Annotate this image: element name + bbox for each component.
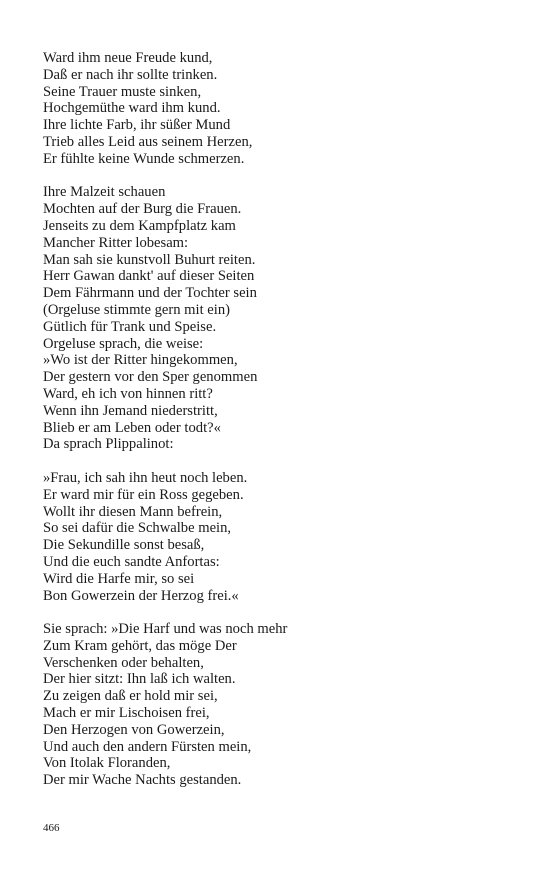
stanza-1 [43,50,523,168]
verse-line: Hochgemüthe ward ihm kund. [43,100,221,117]
verse-line: Er ward mir für ein Ross gegeben. [43,486,244,503]
verse-line: Mancher Ritter lobesam: [43,234,189,251]
verse-line: Dem Fährmann und der Tochter sein [43,285,257,302]
verse-line: Der hier sitzt: Ihn laß ich walten. [43,671,236,688]
verse-line: »Wo ist der Ritter hingekommen, [43,352,238,369]
page-number: 466 [43,822,60,834]
verse-line: Ward, eh ich von hinnen ritt? [43,385,213,402]
verse-line: Blieb er am Leben oder todt?« [43,419,221,436]
poem-page [43,50,523,806]
verse-line: Und auch den andern Fürsten mein, [43,738,252,755]
verse-line: Wollt ihr diesen Mann befrein, [43,503,223,520]
verse-line: Mochten auf der Burg die Frauen. [43,201,242,218]
verse-line: Die Sekundille sonst besaß, [43,537,205,554]
verse-line: Der mir Wache Nachts gestanden. [43,772,242,789]
verse-line: Den Herzogen von Gowerzein, [43,721,225,738]
verse-line: So sei dafür die Schwalbe mein, [43,520,232,537]
verse-line: Mach er mir Lischoisen frei, [43,705,210,722]
verse-line: Von Itolak Floranden, [43,755,171,772]
verse-line: Da sprach Plippalinot: [43,436,174,453]
verse-line: Der gestern vor den Sper genommen [43,369,258,386]
verse-line: Jenseits zu dem Kampfplatz kam [43,217,236,234]
verse-line: Wenn ihn Jemand niederstritt, [43,402,218,419]
verse-line: Man sah sie kunstvoll Buhurt reiten. [43,251,256,268]
verse-line: Ihre lichte Farb, ihr süßer Mund [43,117,231,134]
verse-line: Gütlich für Trank und Speise. [43,318,217,335]
verse-line: Trieb alles Leid aus seinem Herzen, [43,133,253,150]
verse-line: Wird die Harfe mir, so sei [43,570,195,587]
verse-line: Daß er nach ihr sollte trinken. [43,66,218,83]
verse-line: Sie sprach: »Die Harf und was noch mehr [43,621,288,638]
verse-line: Zu zeigen daß er hold mir sei, [43,688,218,705]
verse-line: Herr Gawan dankt' auf dieser Seiten [43,268,255,285]
verse-line: »Frau, ich sah ihn heut noch leben. [43,469,248,486]
verse-line: Verschenken oder behalten, [43,654,204,671]
stanza-2 [43,184,523,453]
verse-line: Bon Gowerzein der Herzog frei.« [43,587,239,604]
verse-line: Ihre Malzeit schauen [43,184,166,201]
verse-line: Seine Trauer muste sinken, [43,83,202,100]
verse-line: (Orgeluse stimmte gern mit ein) [43,301,230,318]
stanza-3 [43,470,523,604]
stanza-4 [43,621,523,789]
verse-line: Und die euch sandte Anfortas: [43,553,220,570]
verse-line: Orgeluse sprach, die weise: [43,335,204,352]
verse-line: Er fühlte keine Wunde schmerzen. [43,150,245,167]
verse-line: Zum Kram gehört, das möge Der [43,637,237,654]
verse-line: Ward ihm neue Freude kund, [43,50,213,66]
